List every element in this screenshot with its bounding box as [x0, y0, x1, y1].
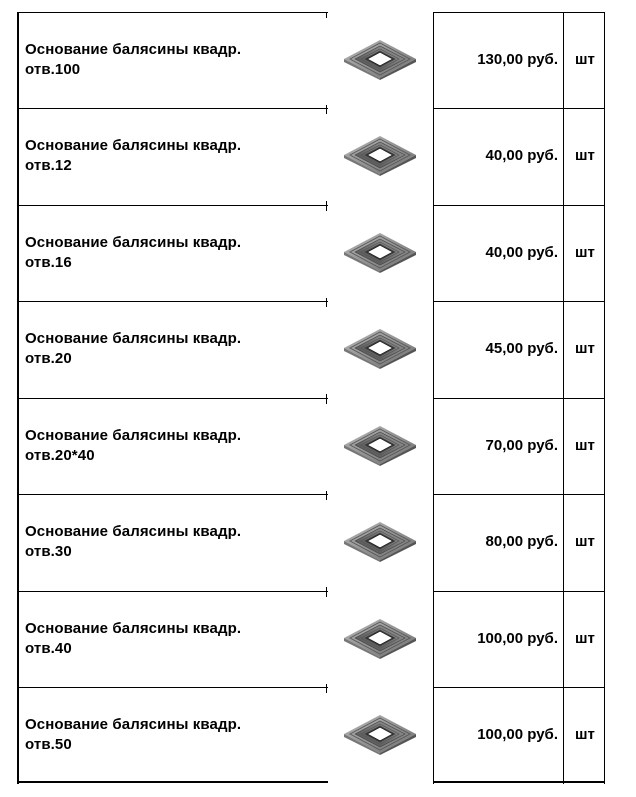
product-price: 45,00 руб.	[485, 340, 558, 357]
product-name	[25, 40, 315, 80]
square-baluster-base-image	[343, 231, 417, 273]
product-name	[25, 715, 315, 755]
product-unit: шт	[575, 244, 595, 261]
product-row	[0, 687, 636, 784]
table-bottom-border-right	[433, 781, 605, 783]
product-name	[25, 136, 315, 176]
price-cell	[433, 205, 564, 302]
product-name-line2: отв.12	[25, 157, 72, 174]
square-baluster-base-image	[343, 327, 417, 369]
price-cell	[433, 687, 564, 784]
product-name-cell	[17, 494, 327, 591]
price-cell	[433, 591, 564, 688]
product-price: 130,00 руб.	[477, 51, 558, 68]
product-row	[0, 591, 636, 688]
price-cell	[433, 108, 564, 205]
price-cell	[433, 494, 564, 591]
product-name	[25, 329, 315, 369]
product-name-cell	[17, 301, 327, 398]
square-baluster-base-image	[343, 38, 417, 80]
product-name	[25, 522, 315, 562]
price-cell	[433, 398, 564, 495]
product-price: 40,00 руб.	[485, 147, 558, 164]
product-unit: шт	[575, 437, 595, 454]
product-name-line2: отв.16	[25, 254, 72, 271]
product-row	[0, 301, 636, 398]
product-name-line2: отв.40	[25, 640, 72, 657]
product-price: 70,00 руб.	[485, 437, 558, 454]
square-baluster-base-image	[343, 617, 417, 659]
product-row	[0, 398, 636, 495]
product-unit: шт	[575, 630, 595, 647]
product-price: 40,00 руб.	[485, 244, 558, 261]
square-baluster-base-image	[343, 520, 417, 562]
product-name-line1: Основание балясины квадр.	[25, 41, 242, 58]
square-baluster-base-image	[343, 713, 417, 755]
product-name-cell	[17, 205, 327, 302]
unit-cell	[564, 205, 605, 302]
square-baluster-base-image	[343, 424, 417, 466]
product-unit: шт	[575, 340, 595, 357]
product-row	[0, 205, 636, 302]
product-name-line1: Основание балясины квадр.	[25, 620, 242, 637]
unit-cell	[564, 12, 605, 109]
product-unit: шт	[575, 533, 595, 550]
price-cell	[433, 12, 564, 109]
product-name-cell	[17, 687, 327, 784]
product-name-cell	[17, 591, 327, 688]
unit-cell	[564, 301, 605, 398]
unit-cell	[564, 687, 605, 784]
unit-cell	[564, 398, 605, 495]
product-name-cell	[17, 12, 327, 109]
product-row	[0, 12, 636, 109]
product-name	[25, 426, 315, 466]
product-name-line1: Основание балясины квадр.	[25, 234, 242, 251]
product-price: 100,00 руб.	[477, 630, 558, 647]
product-name-line2: отв.20*40	[25, 447, 95, 464]
unit-cell	[564, 494, 605, 591]
table-bottom-border-left	[17, 781, 328, 783]
product-row	[0, 108, 636, 205]
product-name-line1: Основание балясины квадр.	[25, 716, 242, 733]
unit-cell	[564, 591, 605, 688]
product-name-cell	[17, 398, 327, 495]
price-cell	[433, 301, 564, 398]
product-price: 80,00 руб.	[485, 533, 558, 550]
product-name-line2: отв.100	[25, 61, 81, 78]
product-unit: шт	[575, 51, 595, 68]
product-name-line2: отв.20	[25, 350, 72, 367]
product-name-cell	[17, 108, 327, 205]
product-name	[25, 233, 315, 273]
product-name-line1: Основание балясины квадр.	[25, 427, 242, 444]
product-name-line1: Основание балясины квадр.	[25, 330, 242, 347]
product-name-line2: отв.50	[25, 736, 72, 753]
product-unit: шт	[575, 147, 595, 164]
product-name-line1: Основание балясины квадр.	[25, 523, 242, 540]
product-name-line2: отв.30	[25, 543, 72, 560]
product-unit: шт	[575, 726, 595, 743]
product-row	[0, 494, 636, 591]
square-baluster-base-image	[343, 134, 417, 176]
unit-cell	[564, 108, 605, 205]
product-name-line1: Основание балясины квадр.	[25, 137, 242, 154]
product-price: 100,00 руб.	[477, 726, 558, 743]
product-name	[25, 619, 315, 659]
